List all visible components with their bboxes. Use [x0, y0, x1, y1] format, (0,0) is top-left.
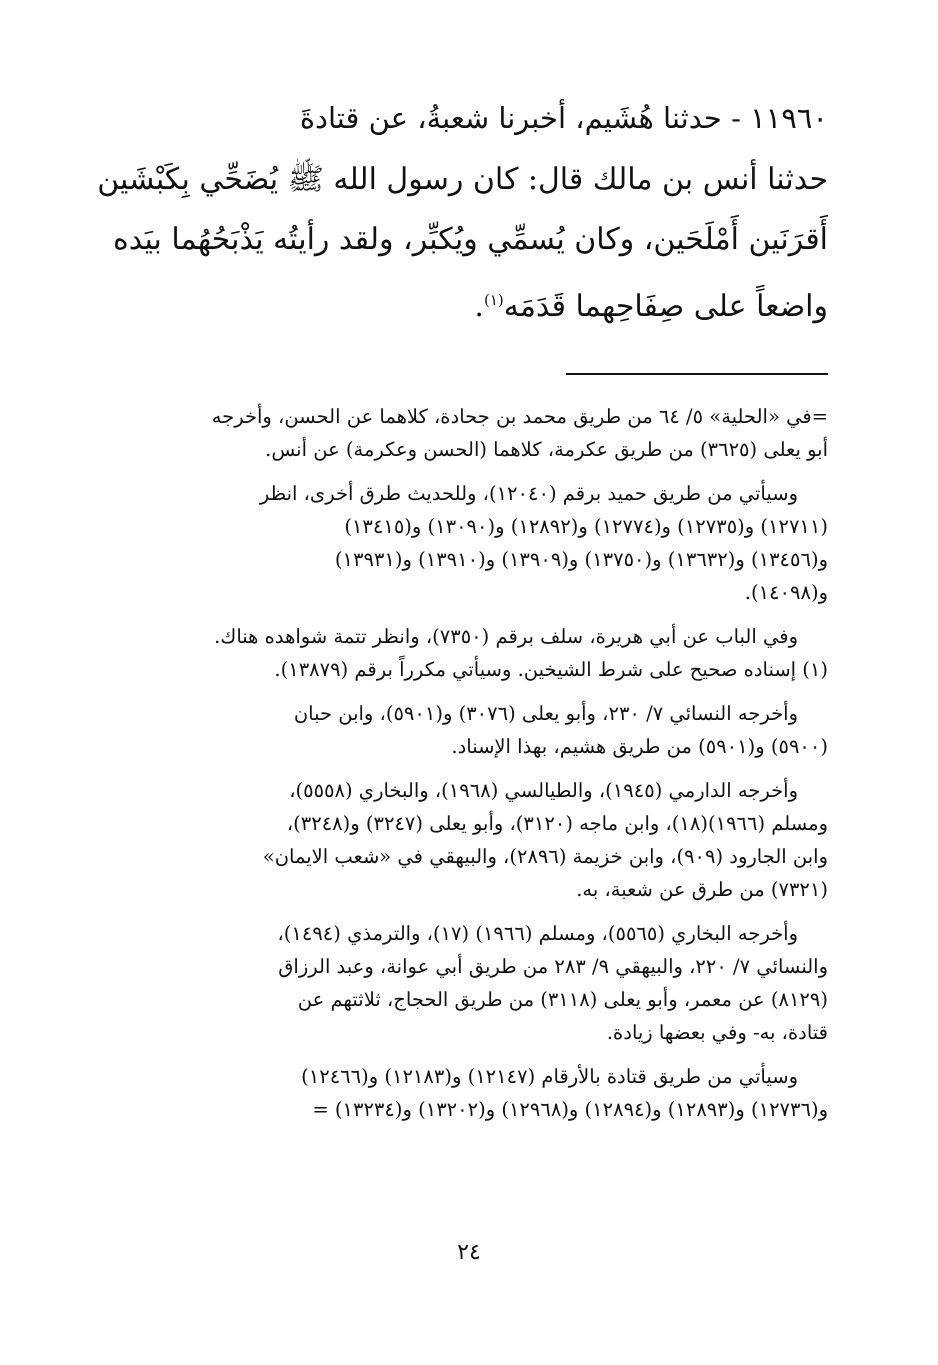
footnote-line: وأخرجه النسائي ٧/ ٢٣٠، وأبو يعلى (٣٠٧٦) و(٥٩٠١)، وابن حبان [293, 702, 798, 725]
footnote-line: وسيأتي من طريق قتادة بالأرقام (١٢١٤٧) و(١٢١٨٣) و(١٢٤٦٦) [301, 1065, 798, 1088]
footnote-line: والنسائي ٧/ ٢٢٠، والبيهقي ٩/ ٢٨٣ من طريق أبي عوانة، وعبد الرزاق [278, 955, 828, 978]
hadith-heading: ١١٩٦٠ - حدثنا هُشَيم، أخبرنا شعبةُ، عن قتادةَ [299, 101, 828, 135]
footnote-paragraph [110, 477, 828, 609]
footnote-line: (٧٣٢١) من طرق عن شعبة، به. [576, 878, 828, 901]
footnote-line: وأخرجه الدارمي (١٩٤٥)، والطيالسي (١٩٦٨)، والبخاري (٥٥٥٨)، [289, 779, 798, 802]
footnote-line: و(١٤٠٩٨). [744, 581, 828, 604]
footnote-line: وابن الجارود (٩٠٩)، وابن خزيمة (٢٨٩٦)، والبيهقي في «شعب الايمان» [262, 845, 828, 868]
hadith-line: أَقرَنَين أَمْلَحَين، وكان يُسمِّي ويُكبِّر، ولقد رأيتُه يَذْبَحُهُما بيَده [113, 222, 828, 257]
footnotes [110, 400, 828, 1137]
footnote-marker: (١) [483, 291, 504, 309]
footnote-line: و(١٢٧٣٦) و(١٢٨٩٣) و(١٢٨٩٤) و(١٢٩٦٨) و(١٣٢٠٢) و(١٣٢٣٤) = [312, 1098, 828, 1121]
footnote-paragraph [110, 774, 828, 906]
footnote-line: وفي الباب عن أبي هريرة، سلف برقم (٧٣٥٠)، وانظر تتمة شواهده هناك. [214, 625, 798, 648]
hadith-line [110, 270, 828, 337]
footnote-line: (١٢٧١١) و(١٢٧٣٥) و(١٢٧٧٤) و(١٢٨٩٢) و(١٣٠٩٠) و(١٣٤١٥) [344, 515, 828, 538]
footnote-paragraph [110, 917, 828, 1049]
footnote-paragraph [110, 697, 828, 763]
footnote-line: ومسلم (١٩٦٦)(١٨)، وابن ماجه (٣١٢٠)، وأبو يعلى (٣٢٤٧) و(٣٢٤٨)، [286, 812, 828, 835]
footnote-line: =في «الحلية» ٥/ ٦٤ من طريق محمد بن جحادة، كلاهما عن الحسن، وأخرجه [211, 405, 828, 428]
footnote-line: وسيأتي من طريق حميد برقم (١٢٠٤٠)، وللحديث طرق أخرى، انظر [259, 482, 798, 505]
page-number: ٢٤ [457, 1240, 481, 1265]
footnote-line: (٥٩٠٠) و(٥٩٠١) من طريق هشيم، بهذا الإسناد. [451, 735, 828, 758]
footnote-separator [566, 373, 828, 375]
footnote-paragraph [110, 620, 828, 686]
hadith-line-text: واضعاً على صِفَاحِهما قَدَمَه [503, 289, 828, 324]
hadith-text [97, 150, 828, 337]
footnote-line: قتادة، به- وفي بعضها زيادة. [606, 1021, 828, 1044]
footnote-paragraph [110, 1060, 828, 1126]
footnote-line: وأخرجه البخاري (٥٥٦٥)، ومسلم (١٩٦٦) (١٧)، والترمذي (١٤٩٤)، [277, 922, 798, 945]
end-mark: . [474, 289, 484, 324]
footnote-paragraph [110, 400, 828, 466]
footnote-line: و(١٣٤٥٦) و(١٣٦٣٢) و(١٣٧٥٠) و(١٣٩٠٩) و(١٣٩١٠) و(١٣٩٣١) [334, 548, 828, 571]
footnote-line: أبو يعلى (٣٦٢٥) من طريق عكرمة، كلاهما (الحسن وعكرمة) عن أنس. [265, 438, 828, 461]
footnote-line: (٨١٢٩) عن معمر، وأبو يعلى (٣١١٨) من طريق الحجاج، ثلاثتهم عن [297, 988, 828, 1011]
hadith-line: حدثنا أنس بن مالك قال: كان رسول الله ﷺ يُضَحِّي بِكَبْشَين [97, 162, 828, 197]
footnote-line: (١) إسناده صحيح على شرط الشيخين. وسيأتي مكرراً برقم (١٣٨٧٩). [274, 658, 828, 681]
